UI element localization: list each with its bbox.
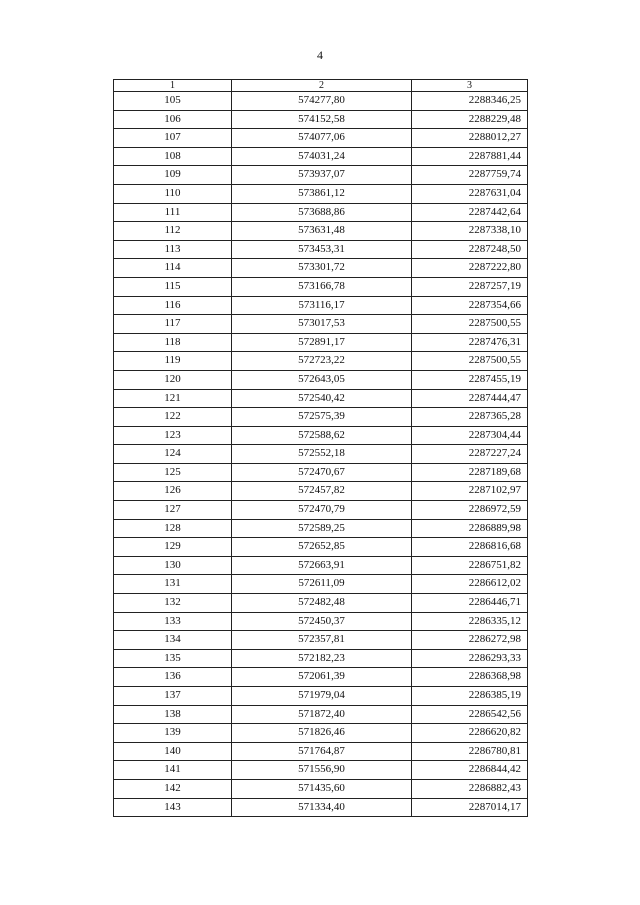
x-coordinate-cell: 572470,67: [232, 463, 412, 482]
x-coordinate-cell: 573166,78: [232, 277, 412, 296]
x-coordinate-cell: 572891,17: [232, 333, 412, 352]
x-coordinate-cell: 572552,18: [232, 445, 412, 464]
point-number-cell: 142: [114, 779, 232, 798]
table-row: [114, 482, 528, 501]
y-coordinate-cell: 2287257,19: [412, 277, 528, 296]
point-number-cell: 127: [114, 501, 232, 520]
y-coordinate-cell: 2286889,98: [412, 519, 528, 538]
point-number-cell: 135: [114, 649, 232, 668]
x-coordinate-cell: 573631,48: [232, 222, 412, 241]
x-coordinate-cell: 572450,37: [232, 612, 412, 631]
column-header-x: 2: [232, 80, 412, 92]
x-coordinate-cell: 572457,82: [232, 482, 412, 501]
table-row: [114, 259, 528, 278]
table-row: [114, 166, 528, 185]
table-row: [114, 333, 528, 352]
y-coordinate-cell: 2286882,43: [412, 779, 528, 798]
point-number-cell: 114: [114, 259, 232, 278]
x-coordinate-cell: 572182,23: [232, 649, 412, 668]
table-row: [114, 649, 528, 668]
table-row: [114, 203, 528, 222]
point-number-cell: 126: [114, 482, 232, 501]
point-number-cell: 134: [114, 631, 232, 650]
point-number-cell: 108: [114, 147, 232, 166]
y-coordinate-cell: 2287338,10: [412, 222, 528, 241]
x-coordinate-cell: 572589,25: [232, 519, 412, 538]
x-coordinate-cell: 572723,22: [232, 352, 412, 371]
point-number-cell: 120: [114, 370, 232, 389]
y-coordinate-cell: 2288346,25: [412, 92, 528, 111]
table-row: [114, 705, 528, 724]
table-row: [114, 538, 528, 557]
y-coordinate-cell: 2287354,66: [412, 296, 528, 315]
y-coordinate-cell: 2287500,55: [412, 315, 528, 334]
column-header-y: 3: [412, 80, 528, 92]
y-coordinate-cell: 2287365,28: [412, 408, 528, 427]
table-row: [114, 277, 528, 296]
coordinates-table: [113, 79, 528, 817]
table-row: [114, 761, 528, 780]
x-coordinate-cell: 573861,12: [232, 184, 412, 203]
point-number-cell: 123: [114, 426, 232, 445]
y-coordinate-cell: 2286446,71: [412, 594, 528, 613]
y-coordinate-cell: 2287442,64: [412, 203, 528, 222]
point-number-cell: 105: [114, 92, 232, 111]
x-coordinate-cell: 571826,46: [232, 724, 412, 743]
table-row: [114, 389, 528, 408]
table-row: [114, 370, 528, 389]
x-coordinate-cell: 573688,86: [232, 203, 412, 222]
point-number-cell: 129: [114, 538, 232, 557]
table-row: [114, 222, 528, 241]
point-number-cell: 112: [114, 222, 232, 241]
table-row: [114, 594, 528, 613]
y-coordinate-cell: 2286293,33: [412, 649, 528, 668]
x-coordinate-cell: 571872,40: [232, 705, 412, 724]
table-row: [114, 352, 528, 371]
y-coordinate-cell: 2288012,27: [412, 129, 528, 148]
x-coordinate-cell: 571334,40: [232, 798, 412, 817]
y-coordinate-cell: 2286780,81: [412, 742, 528, 761]
point-number-cell: 115: [114, 277, 232, 296]
table-row: [114, 463, 528, 482]
y-coordinate-cell: 2287881,44: [412, 147, 528, 166]
x-coordinate-cell: 572611,09: [232, 575, 412, 594]
x-coordinate-cell: 572663,91: [232, 556, 412, 575]
point-number-cell: 136: [114, 668, 232, 687]
point-number-cell: 121: [114, 389, 232, 408]
x-coordinate-cell: 573937,07: [232, 166, 412, 185]
y-coordinate-cell: 2286542,56: [412, 705, 528, 724]
y-coordinate-cell: 2287476,31: [412, 333, 528, 352]
y-coordinate-cell: 2287189,68: [412, 463, 528, 482]
x-coordinate-cell: 572482,48: [232, 594, 412, 613]
point-number-cell: 118: [114, 333, 232, 352]
y-coordinate-cell: 2287014,17: [412, 798, 528, 817]
x-coordinate-cell: 573116,17: [232, 296, 412, 315]
x-coordinate-cell: 571556,90: [232, 761, 412, 780]
table-row: [114, 779, 528, 798]
x-coordinate-cell: 572575,39: [232, 408, 412, 427]
x-coordinate-cell: 572652,85: [232, 538, 412, 557]
y-coordinate-cell: 2287102,97: [412, 482, 528, 501]
point-number-cell: 111: [114, 203, 232, 222]
y-coordinate-cell: 2286385,19: [412, 687, 528, 706]
point-number-cell: 131: [114, 575, 232, 594]
y-coordinate-cell: 2287227,24: [412, 445, 528, 464]
x-coordinate-cell: 573301,72: [232, 259, 412, 278]
table-row: [114, 687, 528, 706]
x-coordinate-cell: 574077,06: [232, 129, 412, 148]
x-coordinate-cell: 572540,42: [232, 389, 412, 408]
x-coordinate-cell: 574031,24: [232, 147, 412, 166]
y-coordinate-cell: 2287304,44: [412, 426, 528, 445]
y-coordinate-cell: 2288229,48: [412, 110, 528, 129]
table-row: [114, 315, 528, 334]
table-row: [114, 612, 528, 631]
point-number-cell: 119: [114, 352, 232, 371]
point-number-cell: 122: [114, 408, 232, 427]
point-number-cell: 133: [114, 612, 232, 631]
y-coordinate-cell: 2286272,98: [412, 631, 528, 650]
page-number: 4: [317, 48, 323, 62]
point-number-cell: 138: [114, 705, 232, 724]
y-coordinate-cell: 2286612,02: [412, 575, 528, 594]
table-row: [114, 724, 528, 743]
x-coordinate-cell: 572588,62: [232, 426, 412, 445]
table-row: [114, 296, 528, 315]
point-number-cell: 107: [114, 129, 232, 148]
table-row: [114, 631, 528, 650]
table-row: [114, 240, 528, 259]
x-coordinate-cell: 572061,39: [232, 668, 412, 687]
y-coordinate-cell: 2286844,42: [412, 761, 528, 780]
x-coordinate-cell: 574277,80: [232, 92, 412, 111]
table-row: [114, 129, 528, 148]
x-coordinate-cell: 573017,53: [232, 315, 412, 334]
point-number-cell: 132: [114, 594, 232, 613]
point-number-cell: 116: [114, 296, 232, 315]
point-number-cell: 141: [114, 761, 232, 780]
y-coordinate-cell: 2287222,80: [412, 259, 528, 278]
point-number-cell: 128: [114, 519, 232, 538]
table-body: [114, 92, 528, 817]
table-row: [114, 556, 528, 575]
table-row: [114, 668, 528, 687]
point-number-cell: 124: [114, 445, 232, 464]
table-row: [114, 408, 528, 427]
y-coordinate-cell: 2286620,82: [412, 724, 528, 743]
point-number-cell: 140: [114, 742, 232, 761]
point-number-cell: 109: [114, 166, 232, 185]
table-row: [114, 575, 528, 594]
point-number-cell: 117: [114, 315, 232, 334]
y-coordinate-cell: 2287500,55: [412, 352, 528, 371]
table-row: [114, 519, 528, 538]
y-coordinate-cell: 2287444,47: [412, 389, 528, 408]
column-header-point-number: 1: [114, 80, 232, 92]
x-coordinate-cell: 573453,31: [232, 240, 412, 259]
point-number-cell: 106: [114, 110, 232, 129]
table-row: [114, 445, 528, 464]
point-number-cell: 130: [114, 556, 232, 575]
y-coordinate-cell: 2287631,04: [412, 184, 528, 203]
x-coordinate-cell: 571979,04: [232, 687, 412, 706]
y-coordinate-cell: 2286972,59: [412, 501, 528, 520]
y-coordinate-cell: 2287759,74: [412, 166, 528, 185]
point-number-cell: 139: [114, 724, 232, 743]
x-coordinate-cell: 572470,79: [232, 501, 412, 520]
x-coordinate-cell: 572357,81: [232, 631, 412, 650]
table-header-row: [114, 80, 528, 92]
table-row: [114, 426, 528, 445]
y-coordinate-cell: 2286335,12: [412, 612, 528, 631]
point-number-cell: 125: [114, 463, 232, 482]
table-row: [114, 742, 528, 761]
point-number-cell: 113: [114, 240, 232, 259]
table-row: [114, 501, 528, 520]
y-coordinate-cell: 2286751,82: [412, 556, 528, 575]
table-row: [114, 184, 528, 203]
point-number-cell: 143: [114, 798, 232, 817]
x-coordinate-cell: 571764,87: [232, 742, 412, 761]
y-coordinate-cell: 2287455,19: [412, 370, 528, 389]
table-row: [114, 147, 528, 166]
point-number-cell: 137: [114, 687, 232, 706]
x-coordinate-cell: 572643,05: [232, 370, 412, 389]
y-coordinate-cell: 2287248,50: [412, 240, 528, 259]
table-row: [114, 110, 528, 129]
y-coordinate-cell: 2286816,68: [412, 538, 528, 557]
table-row: [114, 92, 528, 111]
x-coordinate-cell: 571435,60: [232, 779, 412, 798]
point-number-cell: 110: [114, 184, 232, 203]
y-coordinate-cell: 2286368,98: [412, 668, 528, 687]
x-coordinate-cell: 574152,58: [232, 110, 412, 129]
table-row: [114, 798, 528, 817]
